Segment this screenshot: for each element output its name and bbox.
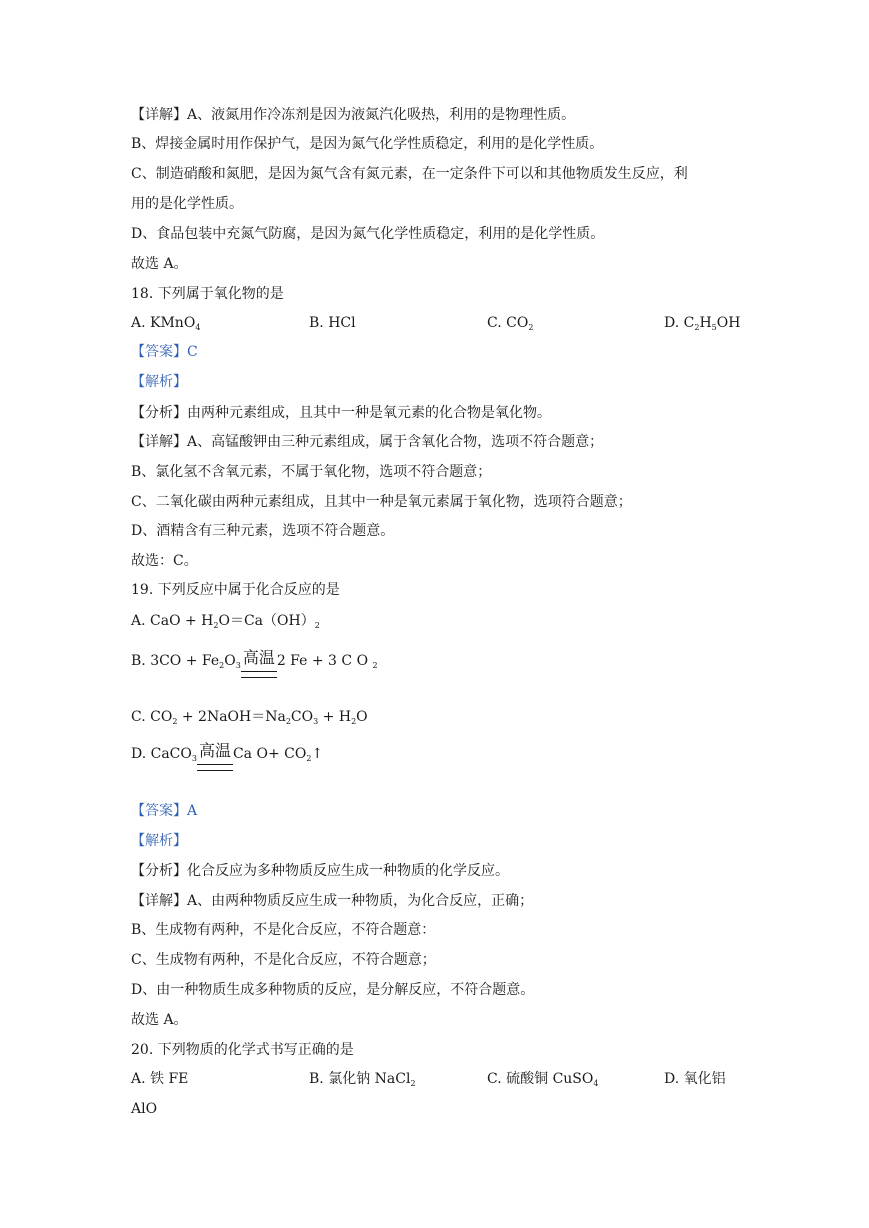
q20-option-b: B. 氯化钠 NaCl$_2$ [309,1071,416,1088]
q17-detail-c1: C、制造硝酸和氮肥，是因为氮气含有氮元素，在一定条件下可以和其他物质发生反应，利 [131,166,688,182]
q18-option-d: D. $C_2H_5OH$ [664,315,741,332]
q19-detail-c: C、生成物有两种，不是化合反应，不符合题意； [131,952,436,968]
q18-stem: 18. 下列属于氧化物的是 [131,286,284,302]
q19-option-d: D. CaCO$_3$ 高温 Ca $O+ CO_2↑$ [131,737,323,776]
q19-stem: 19. 下列反应中属于化合反应的是 [131,582,340,598]
q20-stem: 20. 下列物质的化学式书写正确的是 [131,1042,354,1058]
q19-option-b: B. $3CO + Fe_2O_3$ 高温 2 Fe + 3 C O $_2$ [131,644,378,683]
q19-detail-b: B、生成物有两种，不是化合反应，不符合题意： [131,922,436,938]
q18-option-c: C. $CO_2$ [487,315,534,332]
q18-fenxi: 【分析】由两种元素组成，且其中一种是氧元素的化合物是氧化物。 [131,405,551,421]
q19-analysis-heading: 【解析】 [131,833,187,849]
q17-detail-b: B、焊接金属时用作保护气，是因为氮气化学性质稳定，利用的是化学性质。 [131,136,604,152]
q18-detail-a: 【详解】A、高锰酸钾由三种元素组成，属于含氧化合物，选项不符合题意； [131,434,604,450]
q17-detail-d: D、食品包装中充氮气防腐，是因为氮气化学性质稳定，利用的是化学性质。 [131,226,605,242]
q17-detail-c2: 用的是化学性质。 [131,196,243,212]
q20-option-a: A. 铁 FE [131,1071,189,1087]
q18-detail-c: C、二氧化碳由两种元素组成，且其中一种是氧元素属于氧化物，选项符合题意； [131,494,632,510]
q19-pick: 故选 A。 [131,1012,188,1028]
q18-option-b: B. HCl [309,315,356,331]
q18-detail-d: D、酒精含有三种元素，选项不符合题意。 [131,523,395,539]
q17-pick: 故选 A。 [131,256,188,272]
q20-option-d: D. 氧化铝 [664,1071,726,1087]
reaction-condition: 高温 [197,742,233,776]
q19-answer: 【答案】A [131,803,198,819]
q18-detail-b: B、氯化氢不含氧元素，不属于氧化物，选项不符合题意； [131,464,492,480]
q17-detail-a: 【详解】A、液氮用作冷冻剂是因为液氮汽化吸热，利用的是物理性质。 [131,107,576,123]
q19-fenxi: 【分析】化合反应为多种物质反应生成一种物质的化学反应。 [131,863,509,879]
q19-option-a: A. CaO + $H_2O=Ca(OH)_2$ [131,613,320,630]
q18-answer: 【答案】C [131,344,198,360]
q20-option-d-continued: AlO [131,1101,158,1117]
q19-detail-a: 【详解】A、由两种物质反应生成一种物质，为化合反应，正确； [131,893,534,909]
q19-option-c: C. $CO_2$ + $2NaOH=Na_2CO_3 + H_2O$ [131,709,368,726]
q18-pick: 故选：C。 [131,553,198,569]
reaction-condition: 高温 [241,649,277,683]
q18-analysis-heading: 【解析】 [131,374,187,390]
q19-detail-d: D、由一种物质生成多种物质的反应，是分解反应，不符合题意。 [131,982,535,998]
q20-option-c: C. 硫酸铜 CuSO$_4$ [487,1071,599,1088]
q18-option-a: A. KMnO$_4$ [131,315,201,332]
